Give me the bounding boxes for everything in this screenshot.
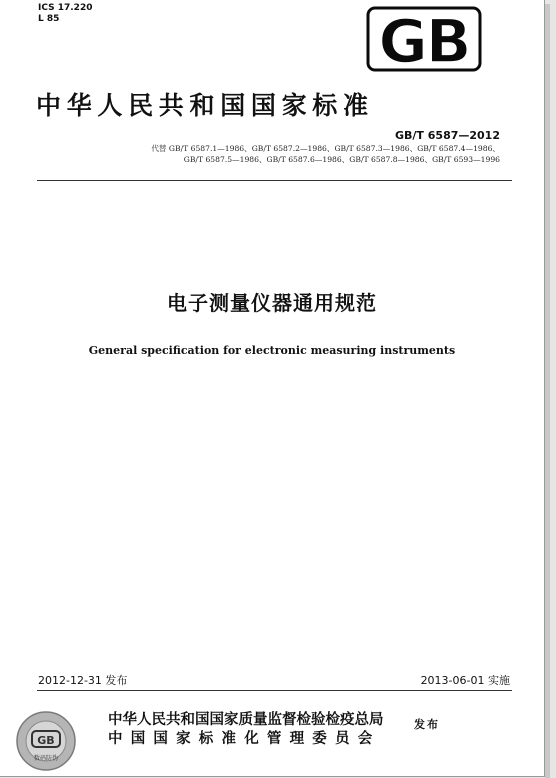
ccs-code: L 85 xyxy=(38,14,60,24)
footer-divider xyxy=(37,690,512,691)
gb-logo-icon xyxy=(365,6,483,72)
implementation-date: 2013-06-01 实施 xyxy=(420,674,510,687)
gb-logo-text: GB xyxy=(378,7,470,72)
ics-code: ICS 17.220 xyxy=(38,3,93,13)
chinese-title: 电子测量仪器通用规范 xyxy=(167,291,377,315)
issuer-aqsiq: 中华人民共和国国家质量监督检验检疫总局 xyxy=(108,712,384,728)
standard-number: GB/T 6587—2012 xyxy=(395,129,500,142)
issuer-sac: 中国国家标准化管理委员会 xyxy=(108,731,381,747)
replaces-notice xyxy=(60,143,500,165)
issued-label: 发布 xyxy=(414,718,440,731)
classification-codes xyxy=(38,3,92,25)
replaces-line-2: GB/T 6587.5—1986、GB/T 6587.6—1986、GB/T 6587.8—1986、GB/T 6593—1996 xyxy=(183,155,500,164)
svg-text:GB: GB xyxy=(37,734,55,747)
anti-counterfeit-seal-icon xyxy=(15,710,77,772)
replaces-line-1: 代替 GB/T 6587.1—1986、GB/T 6587.2—1986、GB/T 6587.3—1986、GB/T 6587.4—1986、 xyxy=(151,144,500,153)
english-title: General specification for electronic measuring instruments xyxy=(88,344,456,357)
header-divider xyxy=(37,180,512,181)
standard-type-title: 中华人民共和国国家标准 xyxy=(36,91,374,120)
seal-text: 数码防伪 xyxy=(33,755,59,762)
page-shadow xyxy=(545,4,550,778)
publish-date: 2012-12-31 发布 xyxy=(38,674,128,687)
